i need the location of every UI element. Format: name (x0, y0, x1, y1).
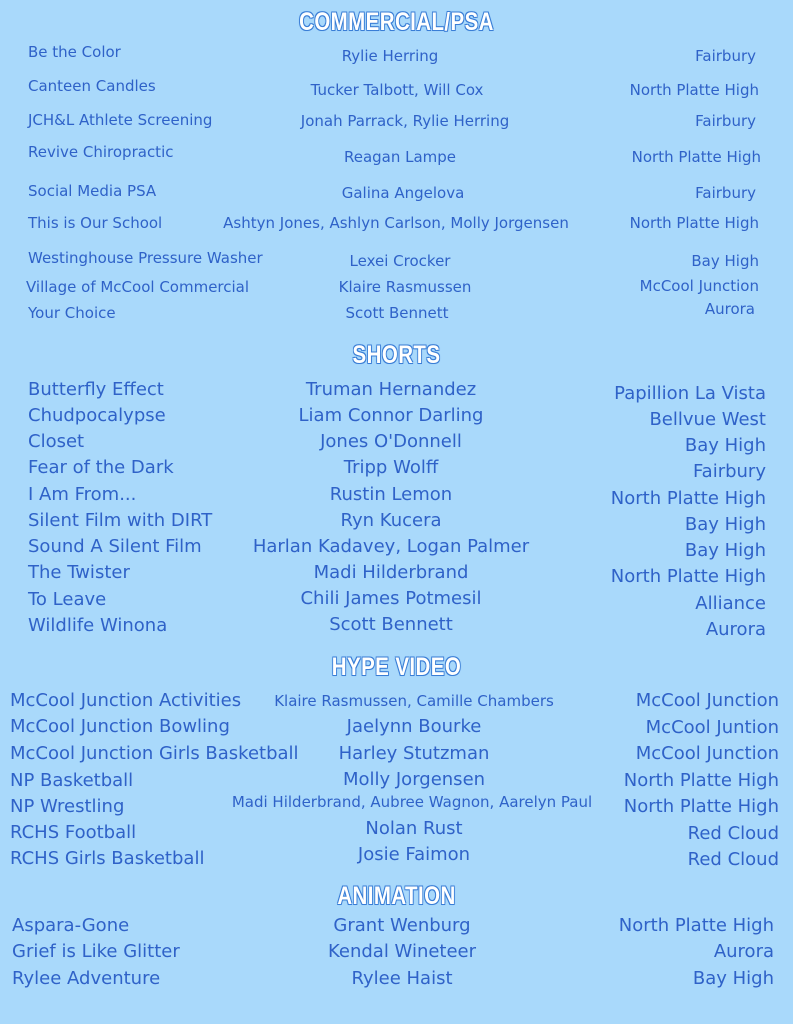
entry-school: Papillion La Vista (614, 383, 766, 404)
entry-title: RCHS Girls Basketball (10, 848, 205, 869)
entry-school: Alliance (695, 593, 766, 614)
entry-title: Silent Film with DIRT (28, 510, 213, 531)
entry-school: Bay High (692, 968, 774, 989)
entry-names: Jonah Parrack, Rylie Herring (300, 112, 510, 130)
section-heading-animation: ANIMATION (337, 882, 456, 910)
entry-title: Wildlife Winona (28, 615, 168, 636)
entry-names: Tucker Talbott, Will Cox (310, 81, 484, 99)
entry-school: McCool Junction (639, 277, 759, 295)
entry-title: RCHS Football (10, 822, 137, 843)
entry-names: Scott Bennett (329, 614, 453, 635)
entry-title: Chudpocalypse (28, 405, 166, 426)
entry-names: Nolan Rust (365, 818, 463, 839)
entry-school: Fairbury (695, 184, 756, 202)
entry-school: North Platte High (610, 488, 766, 509)
entry-school: Fairbury (692, 461, 766, 482)
entry-school: Bay High (684, 514, 766, 535)
entry-title: McCool Junction Activities (10, 690, 242, 711)
entry-school: Aurora (713, 941, 774, 962)
entry-names: Tripp Wolff (343, 457, 439, 478)
entry-title: Sound A Silent Film (28, 536, 202, 557)
entry-title: McCool Junction Bowling (10, 716, 230, 737)
entry-school: North Platte High (623, 770, 779, 791)
entry-title: JCH&L Athlete Screening (28, 111, 213, 129)
entry-school: North Platte High (629, 214, 759, 232)
entry-school: Bay High (684, 540, 766, 561)
entry-names: Lexei Crocker (349, 252, 451, 270)
entry-names: Chili James Potmesil (300, 588, 482, 609)
entry-title: This is Our School (28, 214, 163, 232)
entry-school: North Platte High (629, 81, 759, 99)
entry-names: Harlan Kadavey, Logan Palmer (252, 536, 530, 557)
entry-title: NP Wrestling (10, 796, 125, 817)
entry-names: Klaire Rasmussen (338, 278, 472, 296)
entry-names: Ryn Kucera (340, 510, 442, 531)
entry-title: McCool Junction Girls Basketball (10, 743, 299, 764)
entry-names: Molly Jorgensen (342, 769, 486, 790)
entry-title: Village of McCool Commercial (26, 278, 250, 296)
entry-names: Liam Connor Darling (298, 405, 484, 426)
entry-school: Fairbury (695, 112, 756, 130)
entry-school: North Platte High (618, 915, 774, 936)
entry-title: Social Media PSA (28, 182, 157, 200)
entry-names: Josie Faimon (357, 844, 471, 865)
entry-names: Rustin Lemon (329, 484, 453, 505)
entry-school: Bay High (684, 435, 766, 456)
entry-title: I Am From... (28, 484, 137, 505)
entry-school: McCool Juntion (645, 717, 779, 738)
entry-title: Grief is Like Glitter (12, 941, 180, 962)
entry-names: Klaire Rasmussen, Camille Chambers (274, 692, 554, 710)
entry-title: Your Choice (28, 304, 116, 322)
entry-names: Grant Wenburg (333, 915, 471, 936)
entry-school: North Platte High (610, 566, 766, 587)
entry-names: Galina Angelova (341, 184, 465, 202)
entry-names: Madi Hilderbrand (313, 562, 469, 583)
entry-names: Kendal Wineteer (327, 941, 477, 962)
entry-names: Madi Hilderbrand, Aubree Wagnon, Aarelyn Paul (231, 793, 593, 811)
entry-school: Bay High (691, 252, 759, 270)
entry-title: Butterfly Effect (28, 379, 164, 400)
entry-school: Aurora (704, 300, 755, 318)
section-heading-shorts: SHORTS (352, 341, 441, 369)
entry-names: Scott Bennett (345, 304, 449, 322)
entry-names: Reagan Lampe (343, 148, 457, 166)
entry-names: Jones O'Donnell (320, 431, 462, 452)
entry-school: McCool Junction (635, 690, 779, 711)
entry-names: Truman Hernandez (305, 379, 477, 400)
entry-school: Red Cloud (687, 849, 779, 870)
section-heading-hype-video: HYPE VIDEO (331, 653, 462, 681)
entry-title: Rylee Adventure (12, 968, 161, 989)
entry-title: Be the Color (28, 43, 121, 61)
section-heading-commercial-psa: COMMERCIAL/PSA (299, 8, 494, 36)
entry-school: North Platte High (631, 148, 761, 166)
entry-school: Bellvue West (649, 409, 766, 430)
entry-names: Jaelynn Bourke (346, 716, 482, 737)
entry-school: Aurora (705, 619, 766, 640)
entry-title: Revive Chiropractic (28, 143, 174, 161)
entry-title: Canteen Candles (28, 77, 156, 95)
entry-names: Ashtyn Jones, Ashlyn Carlson, Molly Jorgensen (223, 214, 569, 232)
entry-title: NP Basketball (10, 770, 134, 791)
entry-title: The Twister (28, 562, 130, 583)
entry-names: Rylee Haist (351, 968, 453, 989)
entry-school: North Platte High (623, 796, 779, 817)
entry-title: Aspara-Gone (12, 915, 130, 936)
entry-names: Harley Stutzman (338, 743, 490, 764)
entry-school: Fairbury (695, 47, 756, 65)
entry-school: McCool Junction (635, 743, 779, 764)
entry-title: Westinghouse Pressure Washer (28, 249, 263, 267)
entry-title: Fear of the Dark (28, 457, 174, 478)
entry-school: Red Cloud (687, 823, 779, 844)
entry-names: Rylie Herring (341, 47, 439, 65)
entry-title: Closet (28, 431, 85, 452)
entry-title: To Leave (28, 589, 107, 610)
